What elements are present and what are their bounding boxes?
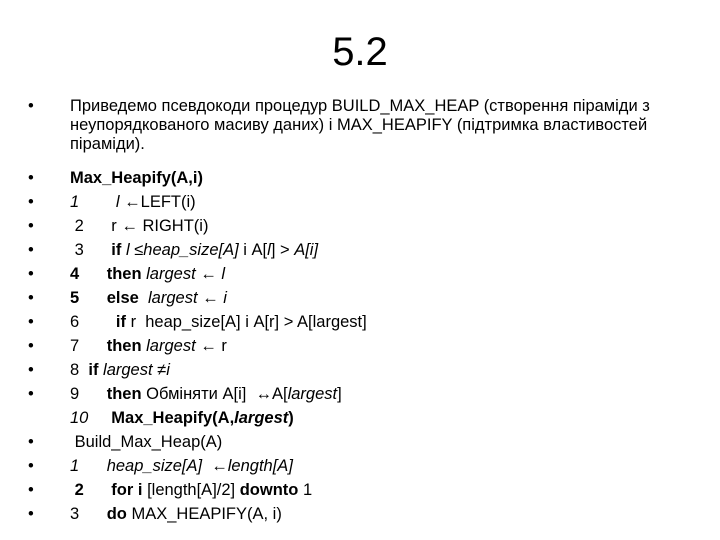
build-line-number-3: 3 bbox=[70, 505, 80, 523]
line-number-10: 10 bbox=[70, 409, 89, 427]
code-l: l bbox=[221, 265, 226, 283]
list-item-code-line-9 bbox=[28, 382, 700, 430]
keyword-then: then bbox=[106, 265, 142, 283]
code-heap-cond: l ≤heap_size[A] bbox=[125, 241, 239, 259]
line-number-9: 9 bbox=[70, 385, 80, 403]
list-item-build-header bbox=[28, 430, 700, 454]
code-assign-r: ← r bbox=[200, 337, 227, 355]
list-item-heapify-header bbox=[28, 166, 700, 190]
code-largest: largest bbox=[234, 409, 289, 427]
code-paren: ) bbox=[288, 409, 294, 427]
list-item-intro bbox=[28, 94, 700, 166]
list-item-code-line-7 bbox=[28, 334, 700, 358]
build-line-number-1: 1 bbox=[70, 457, 80, 475]
line-number-2: 2 bbox=[74, 217, 84, 235]
heapify-header: Max_Heapify(A,i) bbox=[70, 169, 203, 187]
code-range-start: [length[A]/2] bbox=[147, 481, 236, 499]
code-largest: largest bbox=[146, 337, 196, 355]
keyword-if: if bbox=[111, 241, 122, 259]
code-range-end: 1 bbox=[302, 481, 313, 499]
build-header-text: Build_Max_Heap(A) bbox=[74, 433, 223, 451]
list-item-code-line-2 bbox=[28, 214, 700, 238]
line-number-6: 6 bbox=[70, 313, 80, 331]
code-i: i bbox=[223, 289, 227, 307]
code-bracket: ] bbox=[337, 385, 342, 403]
keyword-if: if bbox=[88, 361, 99, 379]
code-left: ←LEFT(i) bbox=[124, 193, 196, 211]
code-largest: largest ← bbox=[148, 289, 219, 307]
code-and: і A[ bbox=[243, 241, 268, 259]
code-recursive-call: Max_Heapify(A, bbox=[111, 409, 235, 427]
code-gt: ] > bbox=[270, 241, 290, 259]
list-item-code-line-8 bbox=[28, 358, 700, 382]
code-largest: largest bbox=[287, 385, 338, 403]
code-largest: largest ← bbox=[146, 265, 217, 283]
slide-title: 5.2 bbox=[332, 30, 388, 74]
list-item-code-line-1 bbox=[28, 190, 700, 214]
line-number-8: 8 bbox=[70, 361, 80, 379]
line-number-4: 4 bbox=[70, 265, 80, 283]
keyword-else: else bbox=[106, 289, 139, 307]
code-heap-compare: r heap_size[A] і A[r] > A[largest] bbox=[130, 313, 367, 331]
keyword-do: do bbox=[106, 505, 127, 523]
bullet-list bbox=[28, 94, 700, 526]
code-right: r ← RIGHT(i) bbox=[111, 217, 209, 235]
line-number-3: 3 bbox=[74, 241, 84, 259]
keyword-then: then bbox=[106, 385, 142, 403]
list-item-code-line-6 bbox=[28, 310, 700, 334]
code-heapify-call: MAX_HEAPIFY(A, i) bbox=[131, 505, 282, 523]
code-ai: A[i] bbox=[294, 241, 319, 259]
line-number-1: 1 bbox=[70, 193, 80, 211]
intro-text: • Приведемо псевдокоди процедур BUILD_MAX_HEAP (створення піраміди з неупорядкованого масиву даних) і MAX_HEAPIFY (підтримка властивостей піраміди). bbox=[70, 97, 650, 153]
code-l: l bbox=[267, 241, 271, 259]
keyword-downto: downto bbox=[239, 481, 299, 499]
list-item-code-line-3 bbox=[28, 238, 700, 262]
keyword-for: for i bbox=[111, 481, 143, 499]
keyword-if: if bbox=[115, 313, 126, 331]
list-item-build-line-2 bbox=[28, 478, 700, 502]
line-number-5: 5 bbox=[70, 289, 80, 307]
list-item-build-line-3 bbox=[28, 502, 700, 526]
list-item-code-line-4 bbox=[28, 262, 700, 286]
code-l-var: l bbox=[115, 193, 120, 211]
list-item-code-line-5 bbox=[28, 286, 700, 310]
keyword-then: then bbox=[106, 337, 142, 355]
line-number-7: 7 bbox=[70, 337, 80, 355]
code-swap: Обміняти A[i] ↔A[ bbox=[146, 385, 288, 403]
list-item-build-line-1 bbox=[28, 454, 700, 478]
build-line-number-2: 2 bbox=[74, 481, 84, 499]
code-heap-size-assign: heap_size[A] ←length[A] bbox=[106, 457, 293, 475]
code-largest-neq: largest ≠i bbox=[103, 361, 170, 379]
